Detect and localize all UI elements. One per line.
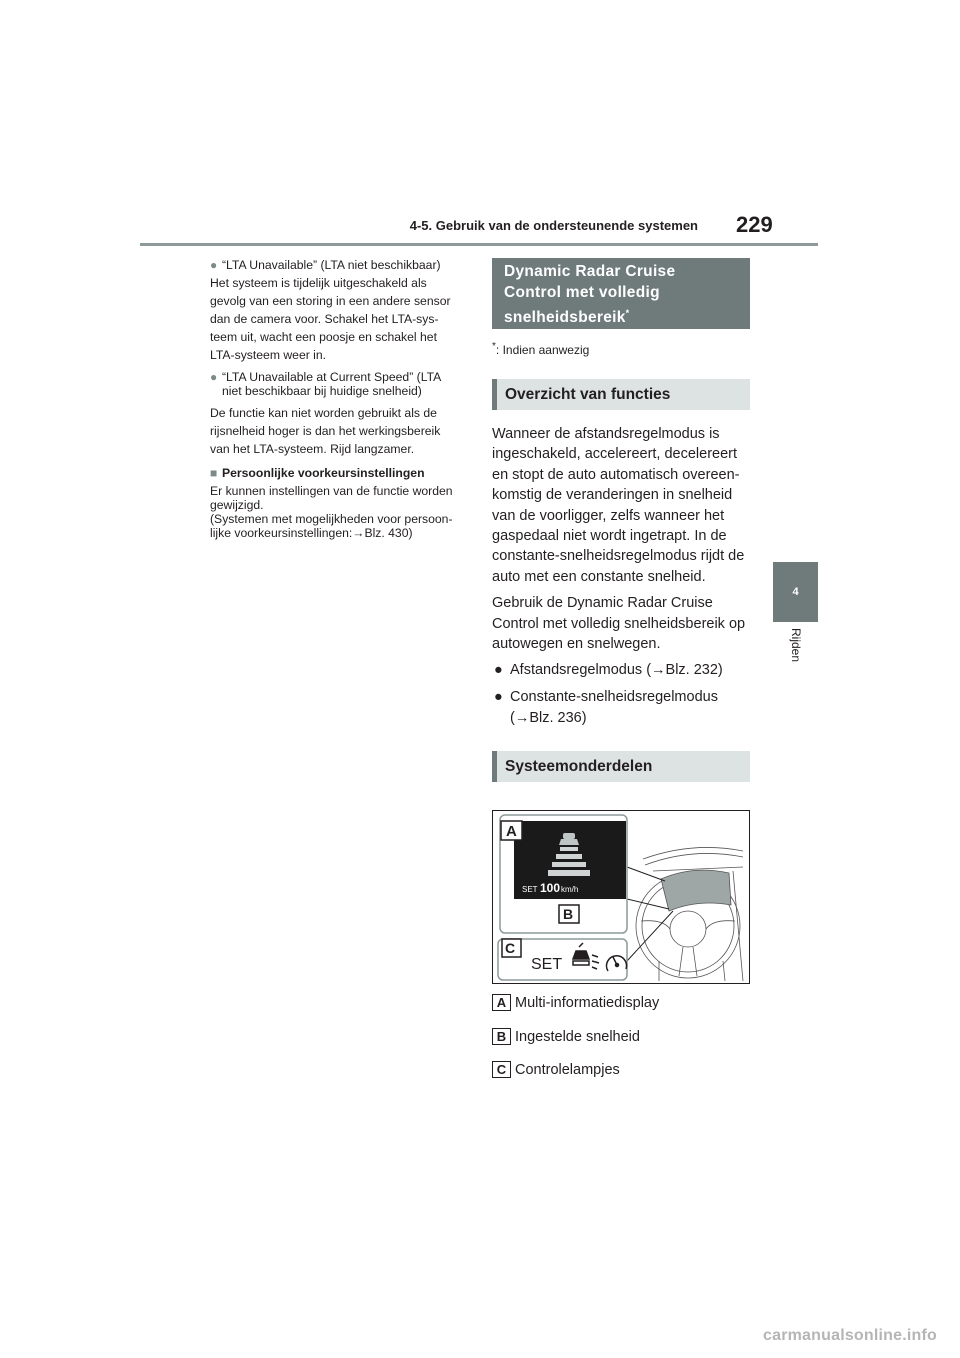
legend-key: C (492, 1061, 511, 1078)
list-item: ● “LTA Unavailable at Current Speed” (LTA niet beschikbaar bij huidige snelheid) (210, 370, 442, 398)
set-small-text: SET (522, 885, 538, 894)
chapter-tab[interactable]: 4 (773, 562, 818, 622)
legend-item: C Controlelampjes (492, 1061, 620, 1078)
speed-unit-text: km/h (561, 885, 579, 894)
steering-wheel-drawing (636, 847, 743, 981)
square-icon: ■ (210, 466, 218, 480)
list-item: ● Afstandsregelmodus (→Blz. 232) (492, 660, 750, 681)
bullet-icon: ● (210, 370, 218, 384)
left-column (210, 256, 470, 540)
footnote: *: Indien aanwezig (492, 341, 590, 357)
right-column (492, 258, 750, 824)
bullet-icon: ● (494, 662, 503, 679)
legend-item: A Multi-informatiedisplay (492, 994, 659, 1011)
sub-text: Er kunnen instellingen van de functie worden gewijzigd. (Systemen met mogelijkheden voor persoon- lijke voorkeursinstellingen:→Blz. 430) (210, 484, 453, 540)
svg-text:B: B (563, 906, 574, 922)
bullet-icon: ● (494, 689, 503, 706)
legend-key: B (492, 1028, 511, 1045)
cluster-highlight (661, 870, 731, 911)
svg-text:A: A (506, 823, 517, 840)
car-icon (559, 839, 579, 845)
instrument-panel-figure (492, 810, 750, 984)
overview-text: Wanneer de afstandsregelmodus is ingeschakeld, accelereert, decelereert en stopt de auto automatisch overeen- komstig de veranderingen in snelheid van de voorligger, zelfs wanneer het gaspedaal niet wordt ingetrapt. In de constante-snelheidsregelmodus rijdt de auto met een constante snelheid. Gebruik de Dynamic Radar Cruise Control met volledig snelheidsbereik op autowegen en snelwegen. (492, 426, 746, 653)
list-item: ● Constante-snelheidsregelmodus (→Blz. 236) (492, 687, 750, 729)
page-number: 229 (736, 212, 773, 237)
list-item: ● “LTA Unavailable” (LTA niet beschikbaar) (210, 258, 441, 272)
item2-text: De functie kan niet worden gebruikt als de rijsnelheid hoger is dan het werkingsbereik van het LTA-systeem. Rijd langzamer. (210, 406, 441, 456)
section-header: 4-5. Gebruik van de ondersteunende systemen (409, 218, 698, 233)
chapter-label: Rijden (789, 628, 803, 663)
legend-key: A (492, 994, 511, 1011)
svg-text:C: C (505, 940, 516, 956)
section-title-overview: Overzicht van functies (492, 379, 750, 410)
main-title: Dynamic Radar Cruise Control met volledig snelheidsbereik* (492, 258, 750, 329)
set-speed-text: 100 (540, 881, 561, 895)
header-rule (140, 243, 818, 246)
subsection-title: ■ Persoonlijke voorkeursinstellingen (210, 466, 425, 480)
legend-item: B Ingestelde snelheid (492, 1028, 640, 1045)
section-title-components: Systeemonderdelen (492, 751, 750, 782)
dashboard-illustration (493, 811, 750, 984)
watermark: carmanualsonline.info (763, 1327, 938, 1344)
set-indicator-text: SET (531, 956, 563, 973)
bullet-icon: ● (210, 258, 218, 272)
item1-text: Het systeem is tijdelijk uitgeschakeld als gevolg van een storing in een andere sensor dan de camera voor. Schakel het LTA-sys- teem uit, wacht een poosje en schakel het LTA-systeem weer in. (210, 276, 451, 362)
